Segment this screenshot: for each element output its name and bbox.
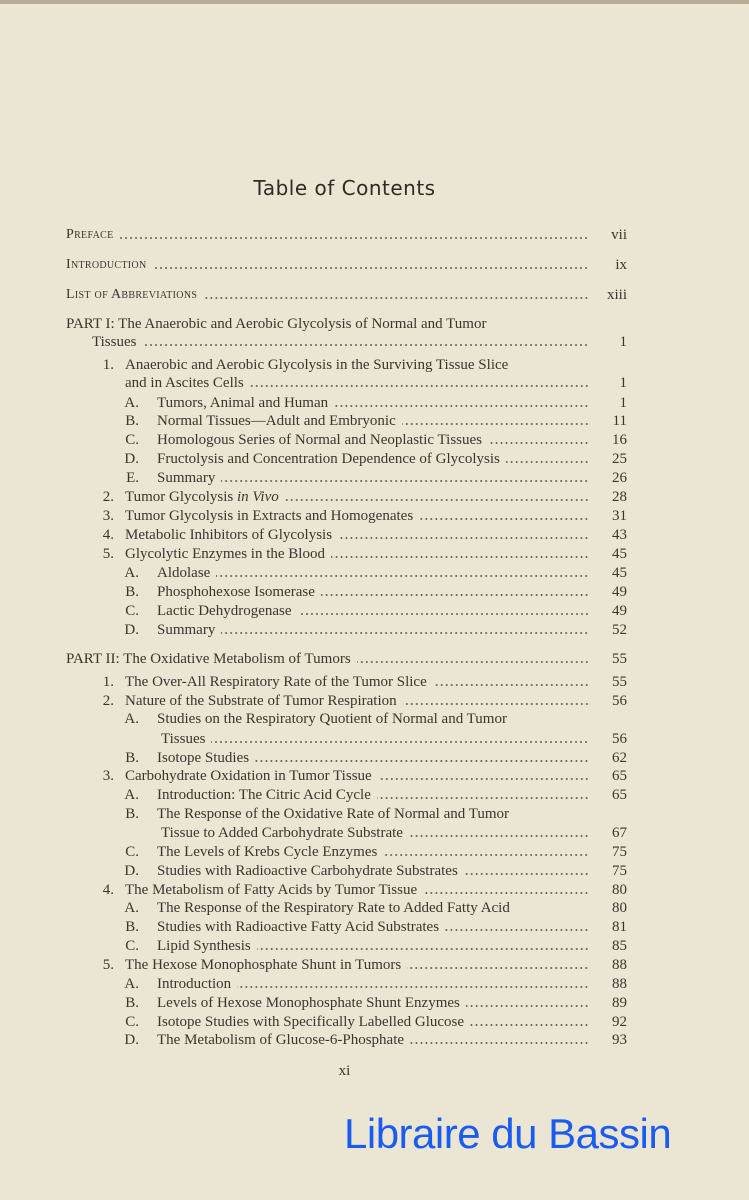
entry-title (157, 805, 515, 823)
entry-page-number: 52 (612, 622, 627, 638)
entry-title (125, 956, 407, 974)
toc-entry (0, 226, 749, 244)
entry-title-text: Levels of Hexose Monophosphate Shunt Enzymes (157, 995, 460, 1011)
dot-leader (334, 404, 589, 408)
entry-title (157, 862, 464, 880)
entry-page-number: 1 (619, 375, 627, 391)
entry-title (66, 315, 492, 333)
entry-title (125, 374, 250, 392)
toc-entry (0, 621, 749, 639)
entry-page-number: 75 (612, 863, 627, 879)
dot-leader (357, 660, 589, 664)
dot-leader (237, 985, 589, 989)
entry-title-text: Tumor Glycolysis in Extracts and Homogenates (125, 508, 414, 524)
entry-title-text: Studies with Radioactive Carbohydrate Substrates (157, 863, 458, 879)
entry-title-text: Phosphohexose Isomerase (157, 584, 315, 600)
dot-leader (216, 574, 589, 578)
entry-title-text: Aldolase (157, 565, 211, 581)
toc-entry (0, 994, 749, 1012)
entry-title-text: Tissues (92, 334, 137, 350)
dot-leader (338, 536, 589, 540)
entry-number: E. (126, 470, 139, 486)
dot-leader (409, 834, 589, 838)
entry-title (125, 545, 331, 563)
entry-title-text: The Response of the Oxidative Rate of Normal and Tumor (157, 806, 510, 822)
entry-title-text: The Hexose Monophosphate Shunt in Tumors (125, 957, 402, 973)
dot-leader (488, 441, 589, 445)
entry-number: 4. (102, 527, 114, 543)
entry-title-text: Carbohydrate Oxidation in Tumor Tissue (125, 768, 372, 784)
entry-number: B. (125, 584, 139, 600)
entry-title-text: Lactic Dehydrogenase (157, 603, 292, 619)
entry-number: C. (125, 844, 139, 860)
entry-title (66, 226, 119, 244)
toc-entry (0, 749, 749, 767)
toc-entry (0, 469, 749, 487)
entry-title-text: The Metabolism of Fatty Acids by Tumor Tissue (125, 882, 418, 898)
toc-entry (0, 862, 749, 880)
dot-leader (403, 702, 589, 706)
dot-leader (466, 1004, 589, 1008)
entry-number: C. (125, 938, 139, 954)
toc-entry (0, 526, 749, 544)
toc-entry (0, 786, 749, 804)
dot-leader (433, 683, 589, 687)
dot-leader (257, 947, 589, 951)
entry-number: B. (125, 413, 139, 429)
dot-leader (402, 422, 589, 426)
dot-leader (410, 1041, 589, 1045)
entry-title-text: Anaerobic and Aerobic Glycolysis in the Surviving Tissue Slice (125, 357, 509, 373)
entry-page-number: 45 (612, 565, 627, 581)
entry-title (157, 412, 402, 430)
entry-page-number: 75 (612, 844, 627, 860)
toc-entry (0, 374, 749, 392)
toc-entry (0, 1031, 749, 1049)
entry-title (125, 767, 378, 785)
entry-page-number: 45 (612, 546, 627, 562)
entry-title (125, 673, 433, 691)
entry-number: 2. (102, 489, 114, 505)
toc-entry (0, 450, 749, 468)
dot-leader (211, 740, 589, 744)
toc-entry (0, 843, 749, 861)
entry-title (157, 843, 383, 861)
entry-title (157, 899, 516, 917)
entry-title (66, 256, 152, 274)
toc-entry (0, 564, 749, 582)
toc-entry (0, 767, 749, 785)
toc-entry (0, 673, 749, 691)
toc-entry (0, 881, 749, 899)
toc-entry (0, 488, 749, 506)
dot-leader (285, 498, 589, 502)
entry-number: A. (124, 900, 139, 916)
entry-title (92, 333, 142, 351)
entry-number: D. (124, 622, 139, 638)
entry-title (125, 356, 514, 374)
toc-entry (0, 286, 749, 304)
entry-title-text: Tumors, Animal and Human (157, 395, 329, 411)
entry-title (66, 286, 203, 304)
entry-number: 3. (102, 508, 114, 524)
entry-title (157, 469, 221, 487)
entry-title-text: The Response of the Respiratory Rate to Added Fatty Acid (157, 900, 510, 916)
entry-page-number: 31 (612, 508, 627, 524)
dot-leader (221, 631, 589, 635)
entry-title-text: Lipid Synthesis (157, 938, 251, 954)
entry-page-number: 55 (612, 674, 627, 690)
entry-number: B. (125, 750, 139, 766)
toc-entry (0, 824, 749, 842)
entry-page-number: 28 (612, 489, 627, 505)
entry-page-number: 67 (612, 825, 627, 841)
entry-page-number: 80 (612, 900, 627, 916)
entry-number: A. (124, 787, 139, 803)
entry-number: D. (124, 863, 139, 879)
entry-number: D. (124, 451, 139, 467)
dot-leader (464, 872, 589, 876)
entry-page-number: 11 (612, 413, 627, 429)
entry-number: C. (125, 432, 139, 448)
dot-leader (383, 853, 589, 857)
watermark-logo: Libraire du Bassin (344, 1110, 672, 1157)
entry-title-text: Tumor Glycolysis (125, 489, 237, 505)
entry-title-text: Fructolysis and Concentration Dependence of Glycolysis (157, 451, 500, 467)
entry-title (157, 602, 298, 620)
dot-leader (203, 296, 589, 300)
entry-title-text: The Over-All Respiratory Rate of the Tumor Slice (125, 674, 427, 690)
entry-number: 1. (102, 357, 114, 373)
page-title: Table of Contents (253, 176, 436, 200)
entry-title (157, 994, 466, 1012)
entry-title (157, 710, 513, 728)
entry-title-text: Tissue to Added Carbohydrate Substrate (161, 825, 403, 841)
entry-number: 5. (102, 957, 114, 973)
entry-number: 3. (102, 768, 114, 784)
entry-title (157, 786, 377, 804)
entry-number: D. (124, 1032, 139, 1048)
entry-page-number: 92 (612, 1014, 627, 1030)
entry-page-number: 88 (612, 957, 627, 973)
entry-title (157, 1013, 470, 1031)
dot-leader (221, 479, 589, 483)
entry-title-text: Nature of the Substrate of Tumor Respiration (125, 693, 397, 709)
toc-entry (0, 918, 749, 936)
dot-leader (152, 266, 589, 270)
toc-entry (0, 583, 749, 601)
dot-leader (407, 966, 589, 970)
entry-number: A. (124, 976, 139, 992)
entry-title (157, 564, 216, 582)
entry-page-number: 1 (619, 395, 627, 411)
entry-page-number: 55 (612, 651, 627, 667)
entry-title-text: The Levels of Krebs Cycle Enzymes (157, 844, 378, 860)
dot-leader (419, 517, 589, 521)
entry-title-text: Homologous Series of Normal and Neoplastic Tissues (157, 432, 482, 448)
entry-page-number: 43 (612, 527, 627, 543)
entry-title-text: List of Abbreviations (66, 287, 198, 302)
dot-leader (470, 1023, 589, 1027)
entry-page-number: 16 (612, 432, 627, 448)
dot-leader (378, 777, 589, 781)
entry-title (157, 450, 506, 468)
entry-title (125, 692, 403, 710)
entry-page-number: 25 (612, 451, 627, 467)
entry-number: B. (125, 806, 139, 822)
toc-entry (0, 545, 749, 563)
dot-leader (321, 593, 589, 597)
entry-number: C. (125, 603, 139, 619)
entry-number: C. (125, 1014, 139, 1030)
entry-title-text: and in Ascites Cells (125, 375, 244, 391)
entry-title (157, 975, 237, 993)
entry-title-italic: in Vivo (236, 489, 279, 505)
dot-leader (377, 796, 589, 800)
entry-page-number: 89 (612, 995, 627, 1011)
entry-title-text: Studies with Radioactive Fatty Acid Substrates (157, 919, 440, 935)
entry-title-text: Introduction (157, 976, 232, 992)
toc-entry (0, 805, 749, 823)
dot-leader (142, 343, 589, 347)
toc-entry (0, 956, 749, 974)
toc-entry (0, 975, 749, 993)
entry-number: A. (124, 711, 139, 727)
entry-page-number: 85 (612, 938, 627, 954)
entry-title (125, 881, 423, 899)
toc-entry (0, 431, 749, 449)
toc-entry (0, 710, 749, 728)
entry-number: B. (125, 995, 139, 1011)
entry-title (125, 507, 419, 525)
entry-title (125, 526, 338, 544)
toc-entry (0, 356, 749, 374)
toc-entry (0, 937, 749, 955)
dot-leader (255, 759, 589, 763)
entry-title-text: Isotope Studies with Specifically Labelled Glucose (157, 1014, 465, 1030)
entry-title (125, 488, 285, 506)
entry-page-number: 56 (612, 731, 627, 747)
entry-page-number: 1 (619, 334, 627, 350)
entry-title-text: The Metabolism of Glucose-6-Phosphate (157, 1032, 405, 1048)
entry-title (157, 918, 445, 936)
entry-title-text: Introduction (66, 257, 147, 272)
entry-title-text: Metabolic Inhibitors of Glycolysis (125, 527, 333, 543)
entry-page-number: vii (611, 227, 627, 243)
entry-title (161, 730, 211, 748)
entry-page-number: 80 (612, 882, 627, 898)
entry-title-text: PART II: The Oxidative Metabolism of Tumors (66, 651, 351, 667)
entry-title (157, 1031, 410, 1049)
entry-number: A. (124, 565, 139, 581)
entry-title-text: PART I: The Anaerobic and Aerobic Glycolysis of Normal and Tumor (66, 316, 487, 332)
toc-entry (0, 333, 749, 351)
entry-page-number: 88 (612, 976, 627, 992)
dot-leader (298, 612, 589, 616)
entry-page-number: 65 (612, 787, 627, 803)
entry-title (157, 394, 334, 412)
toc-entry (0, 1013, 749, 1031)
dot-leader (119, 236, 589, 240)
toc-entry (0, 650, 749, 668)
entry-page-number: 62 (612, 750, 627, 766)
entry-page-number: xiii (606, 287, 627, 303)
page-top-edge (0, 0, 749, 4)
entry-number: 4. (102, 882, 114, 898)
entry-title (157, 937, 257, 955)
toc-entry (0, 315, 749, 333)
entry-page-number: 56 (612, 693, 627, 709)
page-number: xi (338, 1063, 351, 1079)
entry-title-text: Tissues (161, 731, 206, 747)
toc-entry (0, 256, 749, 274)
entry-title (157, 583, 321, 601)
dot-leader (445, 928, 589, 932)
entry-number: A. (124, 395, 139, 411)
toc-entry (0, 412, 749, 430)
toc-entry (0, 507, 749, 525)
entry-number: 1. (102, 674, 114, 690)
entry-page-number: ix (615, 257, 627, 273)
entry-title-text: Summary (157, 470, 216, 486)
entry-title-text: Introduction: The Citric Acid Cycle (157, 787, 371, 803)
entry-page-number: 26 (612, 470, 627, 486)
toc-entry (0, 730, 749, 748)
entry-title-text: Isotope Studies (157, 750, 250, 766)
entry-title-text: Summary (157, 622, 216, 638)
dot-leader (331, 555, 589, 559)
entry-number: 5. (102, 546, 114, 562)
entry-title-text: Preface (66, 227, 114, 242)
dot-leader (506, 460, 589, 464)
entry-title (157, 621, 221, 639)
entry-page-number: 49 (612, 584, 627, 600)
toc-entry (0, 899, 749, 917)
entry-title (161, 824, 409, 842)
toc-entry (0, 394, 749, 412)
entry-number: B. (125, 919, 139, 935)
entry-title-text: Studies on the Respiratory Quotient of Normal and Tumor (157, 711, 507, 727)
entry-number: 2. (102, 693, 114, 709)
toc-entry (0, 602, 749, 620)
toc-entry (0, 692, 749, 710)
entry-title (66, 650, 357, 668)
entry-title (157, 431, 488, 449)
dot-leader (250, 384, 589, 388)
entry-page-number: 93 (612, 1032, 627, 1048)
entry-title-text: Glycolytic Enzymes in the Blood (125, 546, 325, 562)
entry-title-text: Normal Tissues—Adult and Embryonic (157, 413, 396, 429)
entry-title (157, 749, 255, 767)
dot-leader (423, 891, 589, 895)
entry-page-number: 81 (612, 919, 627, 935)
entry-page-number: 49 (612, 603, 627, 619)
entry-page-number: 65 (612, 768, 627, 784)
